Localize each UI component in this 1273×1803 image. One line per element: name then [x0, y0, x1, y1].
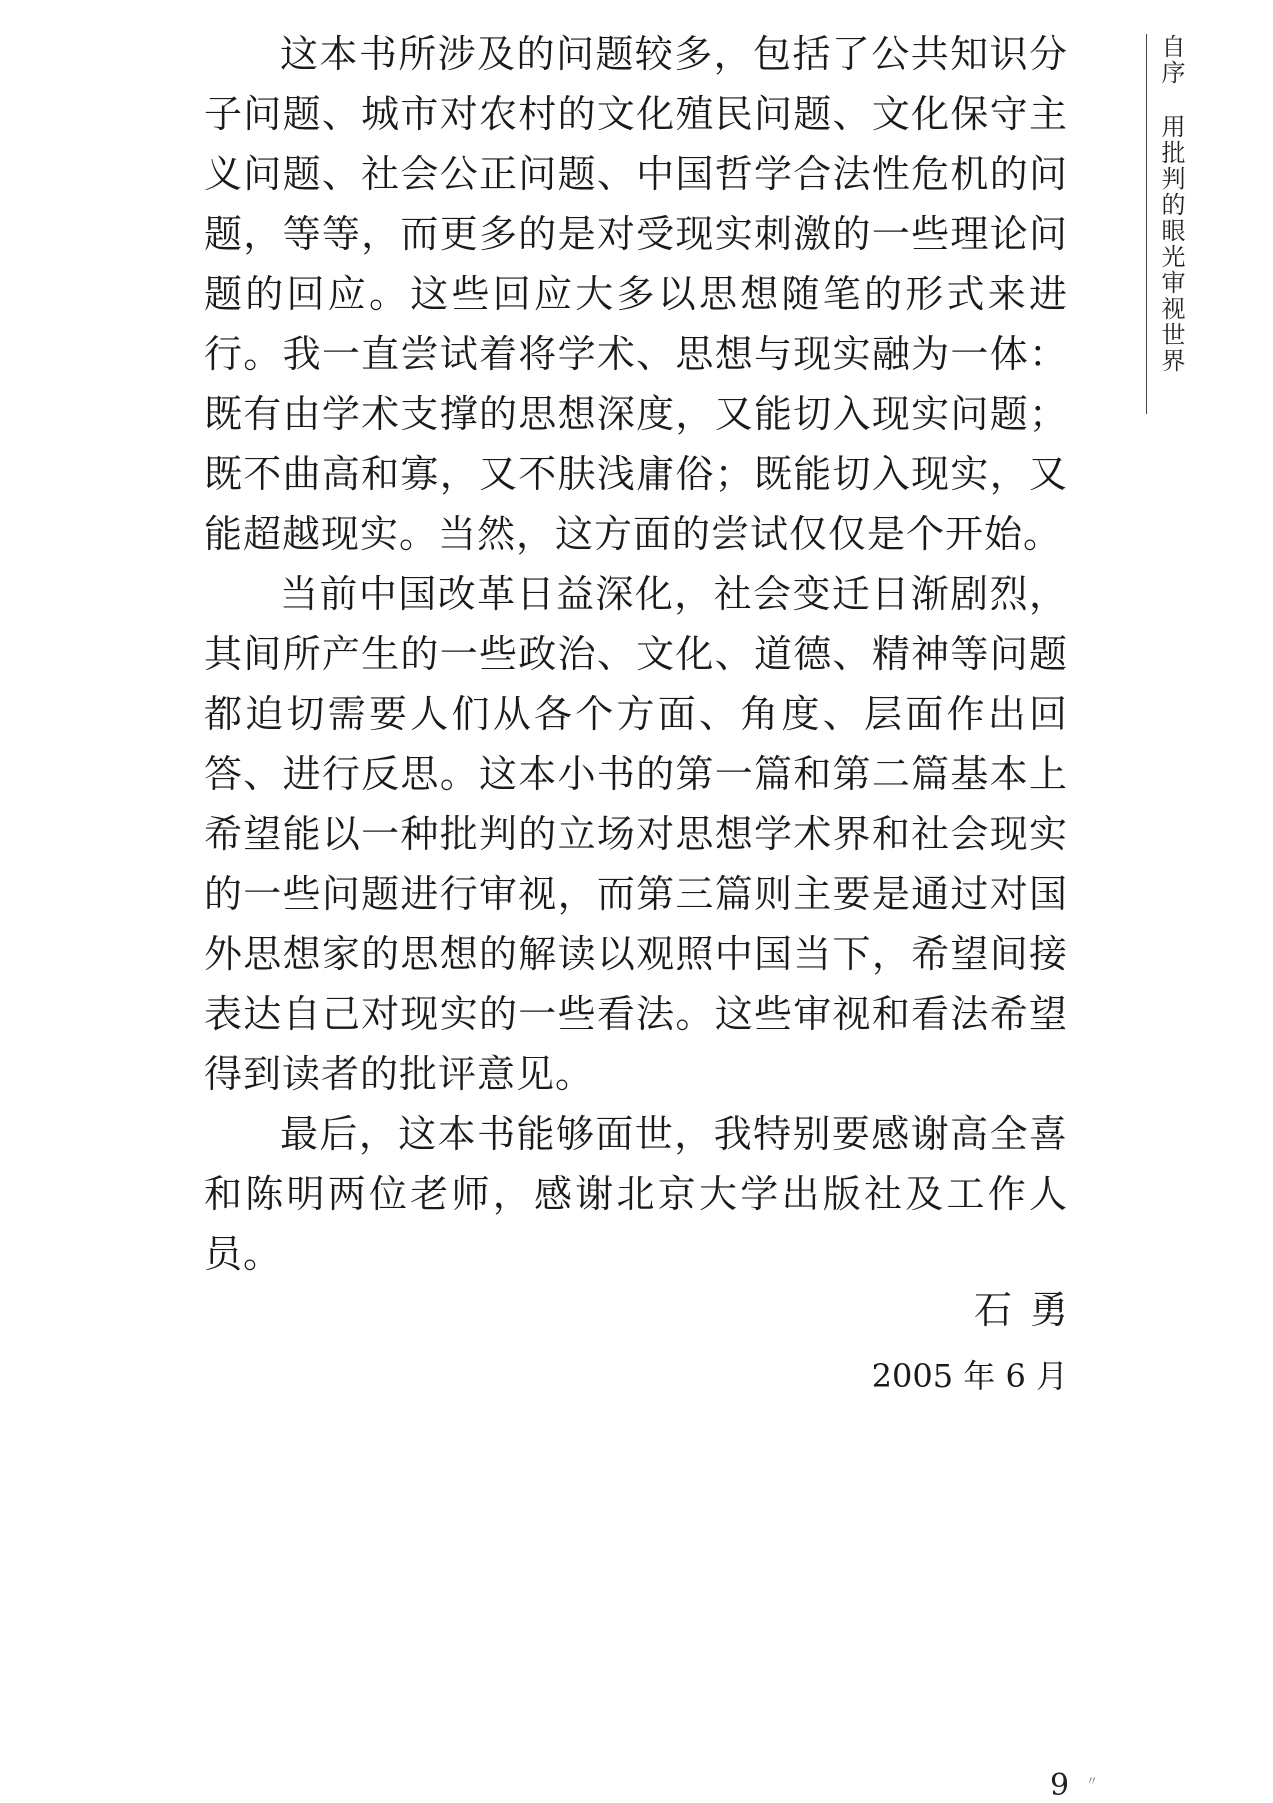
author-name: 石勇 — [973, 1288, 1086, 1332]
signature-block — [871, 1280, 1086, 1406]
signature-date: 2005 年 6 月 — [871, 1357, 1068, 1395]
running-head-title: 用批判的眼光审视世界 — [1157, 114, 1185, 374]
paragraph-2: 当前中国改革日益深化，社会变迁日渐剧烈，其间所产生的一些政治、文化、道德、精神等问题都迫切需要人们从各个方面、角度、层面作出回答、进行反思。这本小书的第一篇和第二篇基本上希望能以一种批判的立场对思想学术界和社会现实的一些问题进行审视，而第三篇则主要是通过对国外思想家的思想的解读以观照中国当下，希望间接表达自己对现实的一些看法。这些审视和看法希望得到读者的批评意见。 — [204, 572, 1068, 1096]
running-head-section: 自序 — [1157, 34, 1185, 86]
running-head — [1146, 34, 1185, 414]
paragraph-1: 这本书所涉及的问题较多，包括了公共知识分子问题、城市对农村的文化殖民问题、文化保守主义问题、社会公正问题、中国哲学合法性危机的问题，等等，而更多的是对受现实刺激的一些理论问题的回应。这些回应大多以思想随笔的形式来进行。我一直尝试着将学术、思想与现实融为一体：既有由学术支撑的思想深度，又能切入现实问题；既不曲高和寡，又不肤浅庸俗；既能切入现实，又能超越现实。当然，这方面的尝试仅仅是个开始。 — [204, 32, 1068, 556]
page-mark: 〃 — [1086, 1774, 1099, 1788]
page-number: 9 — [1050, 1768, 1070, 1803]
body-text — [204, 24, 1068, 1284]
paragraph-3: 最后，这本书能够面世，我特别要感谢高全喜和陈明两位老师，感谢北京大学出版社及工作人员。 — [204, 1112, 1068, 1276]
